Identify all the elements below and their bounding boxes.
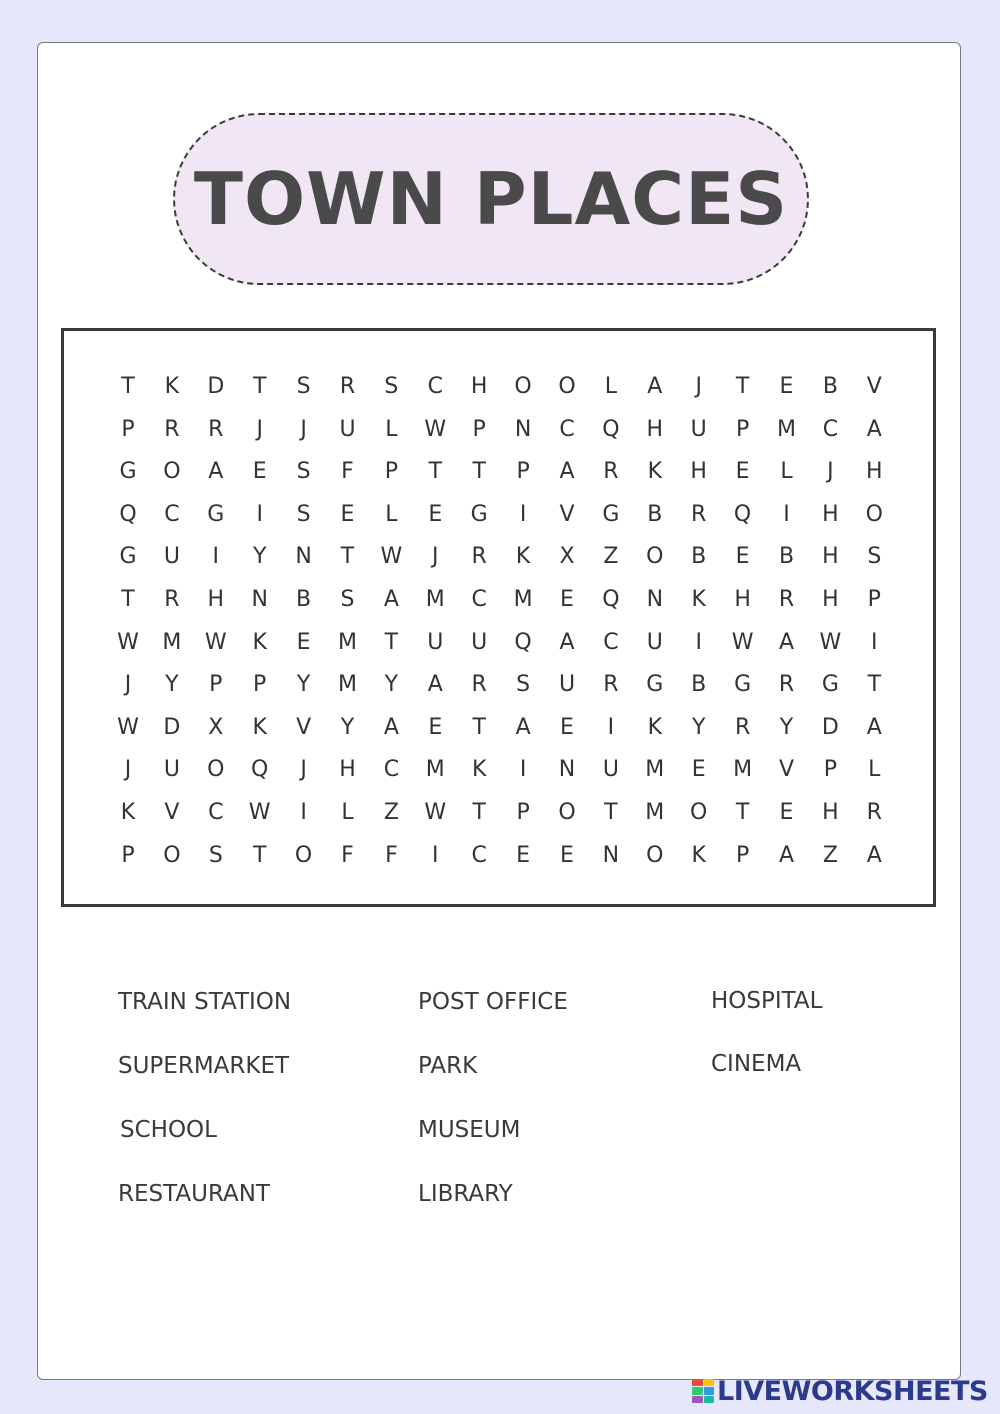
grid-letter[interactable]: X [208,714,224,740]
grid-letter[interactable]: T [604,800,618,825]
grid-letter[interactable]: W [731,629,754,655]
logo-icon-square [704,1387,715,1394]
grid-letter[interactable]: G [646,672,664,698]
grid-letter[interactable]: L [385,416,398,442]
grid-letter[interactable]: B [647,501,663,527]
grid-row [104,628,904,658]
grid-letter[interactable]: E [516,842,531,868]
grid-row [104,755,904,785]
grid-letter[interactable]: T [472,459,486,485]
grid-letter[interactable]: M [513,587,533,612]
grid-letter[interactable]: W [117,714,139,740]
grid-letter[interactable]: A [515,714,531,740]
grid-letter[interactable]: H [207,587,225,612]
grid-letter[interactable]: V [778,757,795,783]
grid-letter[interactable]: V [296,714,312,740]
grid-letter[interactable]: L [385,501,398,527]
grid-letter[interactable]: P [516,459,530,485]
grid-letter[interactable]: D [821,714,839,740]
grid-letter[interactable]: A [866,714,882,740]
grid-letter[interactable]: T [252,374,267,399]
grid-letter[interactable]: S [340,587,355,612]
grid-letter[interactable]: E [691,757,706,783]
grid-letter[interactable]: T [428,459,443,485]
grid-letter[interactable]: I [212,544,220,570]
grid-letter[interactable]: U [339,416,356,442]
grid-letter[interactable]: E [779,374,794,399]
grid-letter[interactable]: G [470,501,488,527]
grid-letter[interactable]: W [204,629,227,655]
logo-icon-square [692,1387,703,1394]
grid-letter[interactable]: T [867,672,882,698]
grid-letter[interactable]: O [690,800,708,825]
grid-letter[interactable]: G [602,501,620,527]
grid-letter[interactable]: P [472,416,486,442]
grid-letter[interactable]: K [515,544,531,570]
grid-letter[interactable]: D [163,714,181,740]
word-list-item: CINEMA [711,1051,802,1077]
grid-letter[interactable]: P [516,800,530,825]
grid-letter[interactable]: N [295,544,312,570]
grid-letter[interactable]: T [735,800,750,825]
grid-letter[interactable]: T [735,374,750,399]
grid-letter[interactable]: J [300,757,307,783]
grid-letter[interactable]: K [120,800,136,825]
grid-letter[interactable]: N [514,416,532,442]
grid-letter[interactable]: A [778,842,795,868]
grid-letter[interactable]: I [300,800,307,825]
grid-letter[interactable]: P [121,842,135,868]
grid-letter[interactable]: P [121,416,135,442]
grid-letter[interactable]: M [425,587,445,612]
grid-letter[interactable]: L [780,459,793,485]
grid-letter[interactable]: R [208,416,224,442]
word-list-item: SUPERMARKET [118,1053,290,1079]
grid-letter[interactable]: U [163,757,180,783]
grid-row [104,542,904,572]
grid-letter[interactable]: Y [779,714,794,740]
grid-letter[interactable]: U [471,629,488,655]
grid-letter[interactable]: V [559,501,575,527]
grid-letter[interactable]: Y [340,714,355,740]
grid-letter[interactable]: M [645,800,665,825]
grid-letter[interactable]: H [822,587,839,612]
grid-letter[interactable]: C [603,629,619,655]
grid-letter[interactable]: W [424,416,447,442]
grid-letter[interactable]: O [163,459,181,485]
grid-letter[interactable]: J [124,757,132,783]
grid-letter[interactable]: H [690,459,707,485]
grid-row [104,372,904,402]
grid-letter[interactable]: J [124,672,132,698]
word-list-item: RESTAURANT [118,1181,270,1207]
grid-letter[interactable]: O [163,842,181,868]
grid-letter[interactable]: F [341,459,354,485]
grid-letter[interactable]: C [471,587,487,612]
grid-row [104,457,904,487]
grid-letter[interactable]: A [866,842,882,868]
grid-letter[interactable]: E [560,842,574,868]
grid-letter[interactable]: Y [296,672,311,698]
grid-letter[interactable]: A [559,629,575,655]
grid-letter[interactable]: P [253,672,267,698]
liveworksheets-logo[interactable] [692,1374,988,1408]
grid-letter[interactable]: Z [822,842,838,868]
grid-letter[interactable]: Y [252,544,267,570]
logo-text: LIVEWORKSHEETS [717,1375,988,1407]
grid-letter[interactable]: E [340,501,355,527]
grid-letter[interactable]: E [735,459,750,485]
grid-letter[interactable]: W [819,629,842,655]
grid-letter[interactable]: M [162,629,182,655]
grid-letter[interactable]: W [117,629,139,655]
grid-row [104,500,904,530]
grid-row [104,585,904,615]
grid-letter[interactable]: T [121,374,135,399]
grid-letter[interactable]: D [207,374,225,399]
grid-letter[interactable]: U [427,629,444,655]
page-title: TOWN PLACES [193,157,789,241]
grid-letter[interactable]: Y [691,714,706,740]
grid-letter[interactable]: V [164,800,180,825]
grid-letter[interactable]: T [121,587,135,612]
grid-letter[interactable]: R [603,459,619,485]
grid-letter[interactable]: S [296,374,311,399]
grid-letter[interactable]: E [428,501,443,527]
grid-row [104,713,904,743]
grid-letter[interactable]: H [470,374,488,399]
grid-letter[interactable]: O [865,501,883,527]
grid-letter[interactable]: B [691,544,707,570]
grid-letter[interactable]: K [471,757,487,783]
grid-letter[interactable]: R [603,672,619,698]
title-banner [173,113,809,285]
grid-letter[interactable]: C [427,374,443,399]
grid-letter[interactable]: W [424,800,447,825]
grid-letter[interactable]: X [559,544,575,570]
grid-letter[interactable]: A [383,714,399,740]
logo-icon-square [692,1379,703,1386]
grid-letter[interactable]: R [164,587,180,612]
grid-letter[interactable]: I [519,501,527,527]
word-list-item: POST OFFICE [418,989,568,1015]
grid-letter[interactable]: K [164,374,180,399]
grid-letter[interactable]: M [338,629,357,655]
grid-letter[interactable]: L [341,800,354,825]
grid-letter[interactable]: P [867,587,881,612]
grid-letter[interactable]: H [339,757,356,783]
grid-letter[interactable]: J [256,416,263,442]
grid-letter[interactable]: C [822,416,839,442]
grid-letter[interactable]: C [559,416,575,442]
grid-letter[interactable]: K [252,714,267,740]
grid-letter[interactable]: P [823,757,838,783]
grid-letter[interactable]: B [691,672,707,698]
word-list-item: PARK [418,1053,478,1079]
grid-letter[interactable]: H [822,544,839,570]
grid-letter[interactable]: K [691,587,706,612]
grid-letter[interactable]: I [432,842,439,868]
grid-letter[interactable]: Y [384,672,399,698]
word-list-item: HOSPITAL [711,988,823,1014]
grid-letter[interactable]: H [646,416,664,442]
grid-letter[interactable]: E [252,459,267,485]
grid-letter[interactable]: G [119,459,137,485]
grid-letter[interactable]: K [691,842,706,868]
grid-letter[interactable]: R [866,800,882,825]
grid-letter[interactable]: K [647,459,663,485]
grid-letter[interactable]: G [734,672,752,698]
grid-letter[interactable]: M [425,757,445,783]
grid-letter[interactable]: C [471,842,487,868]
grid-letter[interactable]: Q [514,629,532,655]
grid-letter[interactable]: B [822,374,838,399]
grid-letter[interactable]: E [428,714,443,740]
grid-letter[interactable]: J [695,374,702,399]
grid-letter[interactable]: L [868,757,881,783]
grid-row [104,670,904,700]
grid-letter[interactable]: G [207,501,225,527]
grid-letter[interactable]: R [691,501,707,527]
grid-letter[interactable]: M [645,757,665,783]
grid-letter[interactable]: F [385,842,398,868]
grid-letter[interactable]: S [516,672,531,698]
grid-letter[interactable]: A [383,587,399,612]
grid-letter[interactable]: K [647,714,663,740]
grid-letter[interactable]: U [646,629,663,655]
grid-letter[interactable]: F [341,842,354,868]
grid-letter[interactable]: Q [602,416,620,442]
grid-letter[interactable]: J [300,416,307,442]
grid-letter[interactable]: H [866,459,883,485]
grid-letter[interactable]: A [559,459,575,485]
grid-letter[interactable]: O [558,800,576,825]
grid-letter[interactable]: G [821,672,839,698]
grid-letter[interactable]: J [432,544,439,570]
grid-letter[interactable]: H [822,800,839,825]
grid-letter[interactable]: M [733,757,753,783]
grid-letter[interactable]: P [735,416,750,442]
grid-row [104,415,904,445]
grid-letter[interactable]: V [866,374,882,399]
grid-letter[interactable]: U [558,672,576,698]
grid-letter[interactable]: I [607,714,615,740]
grid-letter[interactable]: T [384,629,399,655]
grid-letter[interactable]: N [558,757,576,783]
grid-letter[interactable]: O [294,842,313,868]
grid-letter[interactable]: R [778,672,795,698]
grid-letter[interactable]: C [383,757,400,783]
logo-icon-square [704,1396,715,1403]
grid-letter[interactable]: L [604,374,618,399]
grid-letter[interactable]: Y [165,672,179,698]
grid-letter[interactable]: Q [733,501,752,527]
grid-letter[interactable]: I [695,629,702,655]
grid-letter[interactable]: B [778,544,795,570]
grid-letter[interactable]: G [119,544,137,570]
grid-letter[interactable]: E [735,544,750,570]
word-list-item: MUSEUM [418,1117,521,1143]
grid-letter[interactable]: I [256,501,263,527]
grid-letter[interactable]: U [690,416,707,442]
grid-letter[interactable]: S [208,842,223,868]
grid-letter[interactable]: T [472,714,486,740]
grid-letter[interactable]: H [734,587,751,612]
grid-letter[interactable]: T [252,842,267,868]
grid-letter[interactable]: R [339,374,356,399]
grid-letter[interactable]: Q [119,501,137,527]
grid-letter[interactable]: Q [251,757,269,783]
grid-letter[interactable]: B [296,587,312,612]
grid-letter[interactable]: P [735,842,750,868]
grid-letter[interactable]: A [427,672,443,698]
grid-letter[interactable]: I [519,757,527,783]
grid-letter[interactable]: P [209,672,223,698]
grid-letter[interactable]: N [251,587,268,612]
grid-letter[interactable]: N [646,587,664,612]
word-list-item: LIBRARY [418,1181,513,1207]
grid-letter[interactable]: T [340,544,355,570]
grid-letter[interactable]: N [602,842,620,868]
grid-letter[interactable]: U [602,757,619,783]
grid-letter[interactable]: O [646,544,664,570]
grid-letter[interactable]: M [777,416,796,442]
grid-letter[interactable]: R [778,587,795,612]
grid-letter[interactable]: W [248,800,271,825]
grid-letter[interactable]: Z [383,800,399,825]
grid-letter[interactable]: A [778,629,795,655]
grid-letter[interactable]: A [208,459,224,485]
grid-letter[interactable]: O [207,757,225,783]
grid-letter[interactable]: O [514,374,532,399]
grid-letter[interactable]: U [163,544,180,570]
grid-letter[interactable]: C [164,501,180,527]
grid-letter[interactable]: Z [603,544,619,570]
grid-letter[interactable]: R [734,714,751,740]
grid-letter[interactable]: Q [602,587,620,612]
grid-letter[interactable]: S [384,374,399,399]
grid-letter[interactable]: E [560,714,574,740]
grid-letter[interactable]: I [783,501,790,527]
grid-letter[interactable]: A [647,374,663,399]
grid-letter[interactable]: J [827,459,834,485]
grid-letter[interactable]: K [252,629,267,655]
grid-letter[interactable]: M [338,672,357,698]
grid-letter[interactable]: H [822,501,839,527]
grid-letter[interactable]: S [296,459,311,485]
grid-row [104,841,904,871]
logo-icon-square [692,1396,703,1403]
grid-letter[interactable]: C [208,800,224,825]
grid-letter[interactable]: R [164,416,180,442]
grid-letter[interactable]: O [646,842,664,868]
grid-letter[interactable]: S [296,501,311,527]
grid-letter[interactable]: T [472,800,486,825]
word-list-item: SCHOOL [120,1117,217,1143]
grid-letter[interactable]: E [560,587,574,612]
logo-icon [692,1379,714,1403]
grid-letter[interactable]: E [779,800,794,825]
grid-letter[interactable]: S [867,544,882,570]
grid-letter[interactable]: R [471,672,487,698]
grid-letter[interactable]: O [558,374,576,399]
grid-letter[interactable]: I [871,629,878,655]
logo-icon-square [704,1379,715,1386]
grid-letter[interactable]: W [380,544,403,570]
grid-letter[interactable]: P [384,459,399,485]
grid-row [104,798,904,828]
grid-letter[interactable]: A [866,416,882,442]
grid-letter[interactable]: E [296,629,311,655]
grid-letter[interactable]: R [471,544,487,570]
word-list-item: TRAIN STATION [118,989,292,1015]
